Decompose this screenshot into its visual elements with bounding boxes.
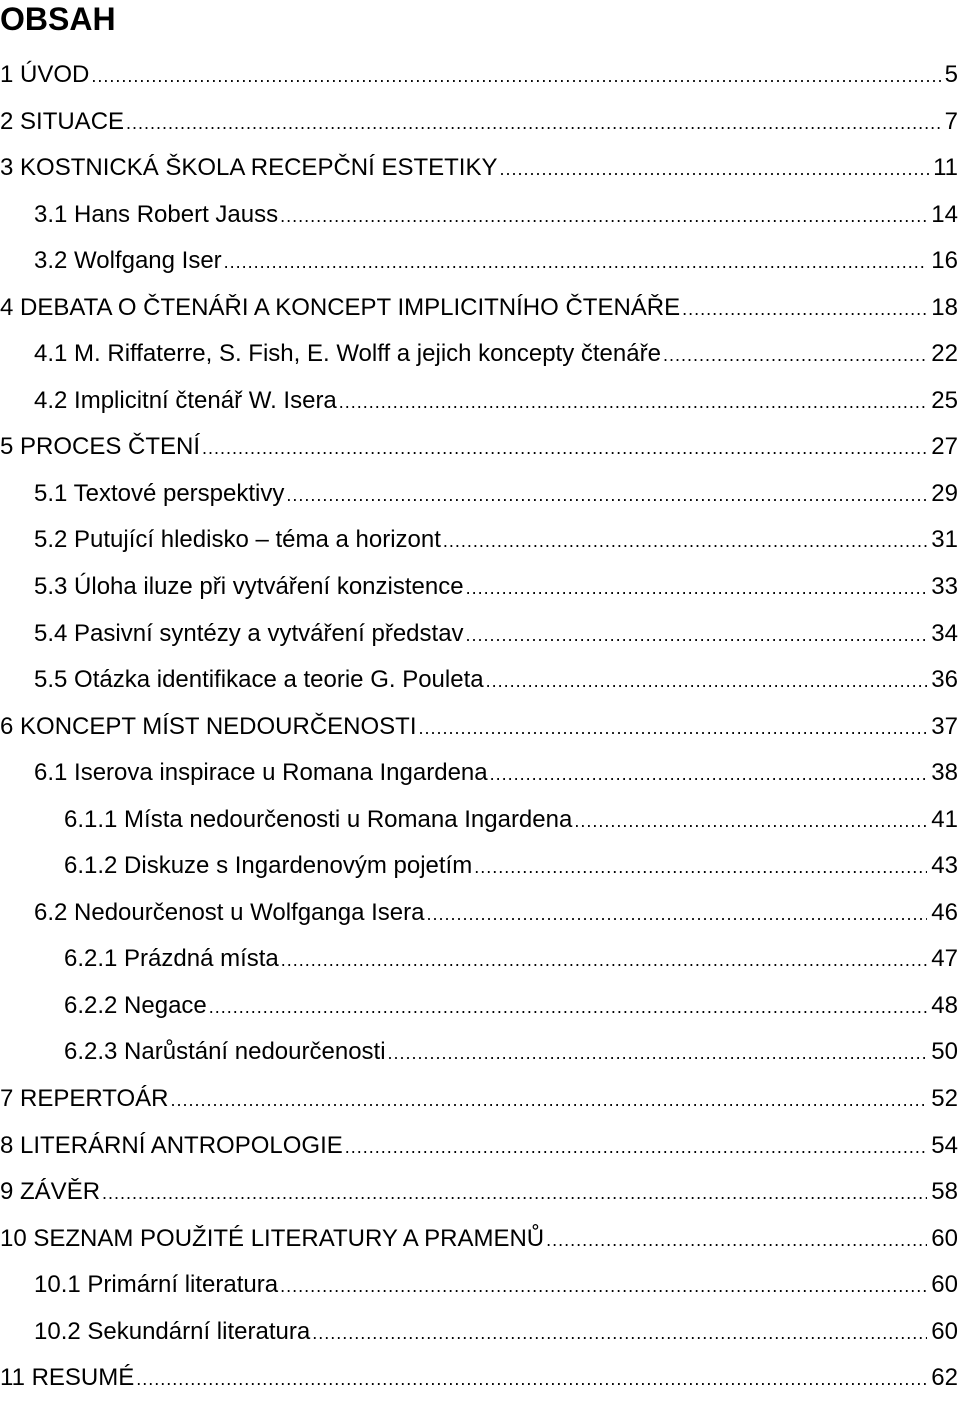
toc-entry[interactable] xyxy=(0,843,960,890)
toc-entry[interactable] xyxy=(0,52,960,99)
toc-entry-title: 9 ZÁVĚR xyxy=(0,1178,101,1206)
dot-leader xyxy=(102,1170,927,1216)
toc-entry-page-number: 22 xyxy=(931,340,958,368)
dot-leader xyxy=(171,1077,928,1123)
toc-entry[interactable] xyxy=(0,1216,960,1263)
toc-entry-title: 6.1.1 Místa nedourčenosti u Romana Ingardena xyxy=(64,805,573,833)
toc-entry[interactable] xyxy=(0,192,960,239)
toc-entry[interactable] xyxy=(0,890,960,937)
toc-entry[interactable] xyxy=(0,1123,960,1170)
toc-entry[interactable] xyxy=(0,1309,960,1356)
dot-leader xyxy=(474,844,927,890)
toc-entry-page-number: 41 xyxy=(931,805,958,833)
dot-leader xyxy=(466,612,928,658)
dot-leader xyxy=(345,1124,928,1170)
dot-leader xyxy=(312,1310,927,1356)
toc-entry[interactable] xyxy=(0,1169,960,1216)
dot-leader xyxy=(419,705,928,751)
toc-entry-title: 6.2.2 Negace xyxy=(64,991,207,1019)
dot-leader xyxy=(286,472,927,518)
toc-entry-title: 10.2 Sekundární literatura xyxy=(34,1317,311,1345)
toc-entry-title: 5 PROCES ČTENÍ xyxy=(0,433,201,461)
toc-entry-title: 3.1 Hans Robert Jauss xyxy=(34,200,279,228)
toc-entry-page-number: 34 xyxy=(931,619,958,647)
dot-leader xyxy=(443,518,927,564)
toc-entry[interactable] xyxy=(0,99,960,146)
toc-entry[interactable] xyxy=(0,145,960,192)
toc-entry-title: 5.4 Pasivní syntézy a vytváření představ xyxy=(34,619,464,647)
toc-entry-title: 10.1 Primární literatura xyxy=(34,1271,279,1299)
dot-leader xyxy=(280,193,927,239)
toc-entry-page-number: 47 xyxy=(931,945,958,973)
dot-leader xyxy=(126,100,941,146)
toc-entry-page-number: 14 xyxy=(931,200,958,228)
dot-leader xyxy=(426,891,927,937)
toc-entry-title: 10 SEZNAM POUŽITÉ LITERATURY A PRAMENŮ xyxy=(0,1224,545,1252)
toc-entry-page-number: 52 xyxy=(931,1085,958,1113)
toc-entry-page-number: 46 xyxy=(931,898,958,926)
toc-entry-page-number: 27 xyxy=(931,433,958,461)
dot-leader xyxy=(202,425,927,471)
toc-entry-page-number: 18 xyxy=(931,293,958,321)
toc-entry-title: 5.1 Textové perspektivy xyxy=(34,479,285,507)
toc-entry-title: 6 KONCEPT MÍST NEDOURČENOSTI xyxy=(0,712,417,740)
toc-entry-page-number: 33 xyxy=(931,573,958,601)
toc-entry-page-number: 38 xyxy=(931,759,958,787)
toc-entry-page-number: 60 xyxy=(931,1224,958,1252)
dot-leader xyxy=(490,751,928,797)
dot-leader xyxy=(466,565,928,611)
dot-leader xyxy=(663,332,927,378)
toc-entry[interactable] xyxy=(0,797,960,844)
toc-entry-page-number: 31 xyxy=(931,526,958,554)
toc-entry[interactable] xyxy=(0,1029,960,1076)
dot-leader xyxy=(388,1030,928,1076)
toc-entry-title: 3.2 Wolfgang Iser xyxy=(34,247,222,275)
toc-entry-title: 7 REPERTOÁR xyxy=(0,1085,169,1113)
toc-entry-page-number: 58 xyxy=(931,1178,958,1206)
dot-leader xyxy=(682,286,927,332)
toc-entry[interactable] xyxy=(0,936,960,983)
toc-entry-page-number: 62 xyxy=(931,1364,958,1392)
toc-entry[interactable] xyxy=(0,517,960,564)
toc-entry-title: 5.2 Putující hledisko – téma a horizont xyxy=(34,526,441,554)
dot-leader xyxy=(209,984,928,1030)
dot-leader xyxy=(280,1263,927,1309)
toc-entry-page-number: 16 xyxy=(931,247,958,275)
toc-entry-title: 3 KOSTNICKÁ ŠKOLA RECEPČNÍ ESTETIKY xyxy=(0,154,498,182)
toc-entry-page-number: 50 xyxy=(931,1038,958,1066)
toc-entry-title: 6.2 Nedourčenost u Wolfganga Isera xyxy=(34,898,425,926)
toc-entry-page-number: 43 xyxy=(931,852,958,880)
toc-entry-page-number: 48 xyxy=(931,991,958,1019)
toc-entry-title: 1 ÚVOD xyxy=(0,61,90,88)
dot-leader xyxy=(224,239,928,285)
toc-entry[interactable] xyxy=(0,983,960,1030)
toc-entry-page-number: 37 xyxy=(931,712,958,740)
dot-leader xyxy=(486,658,928,704)
dot-leader xyxy=(574,798,927,844)
toc-entry[interactable] xyxy=(0,1076,960,1123)
toc-entry-title: 8 LITERÁRNÍ ANTROPOLOGIE xyxy=(0,1131,343,1159)
toc-entry[interactable] xyxy=(0,285,960,332)
toc-entry-title: 4.2 Implicitní čtenář W. Isera xyxy=(34,386,337,414)
table-of-contents xyxy=(0,52,960,1402)
toc-entry-page-number: 60 xyxy=(931,1271,958,1299)
toc-entry-page-number: 29 xyxy=(931,479,958,507)
toc-entry-page-number: 60 xyxy=(931,1317,958,1345)
toc-entry-page-number: 11 xyxy=(933,154,958,182)
dot-leader xyxy=(546,1217,927,1263)
toc-entry[interactable] xyxy=(0,1262,960,1309)
toc-entry[interactable] xyxy=(0,611,960,658)
toc-entry-title: 5.5 Otázka identifikace a teorie G. Pouleta xyxy=(34,666,484,694)
dot-leader xyxy=(281,937,928,983)
toc-entry[interactable] xyxy=(0,331,960,378)
toc-entry-title: 6.1 Iserova inspirace u Romana Ingardena xyxy=(34,759,488,787)
toc-entry-title: 11 RESUMÉ xyxy=(0,1364,135,1392)
toc-entry-title: 2 SITUACE xyxy=(0,107,125,135)
toc-entry[interactable] xyxy=(0,424,960,471)
toc-entry[interactable] xyxy=(0,471,960,518)
toc-entry-page-number: 7 xyxy=(944,107,958,135)
toc-entry-page-number: 54 xyxy=(931,1131,958,1159)
page-title: OBSAH xyxy=(0,1,116,37)
toc-entry-title: 6.2.3 Narůstání nedourčenosti xyxy=(64,1038,386,1066)
toc-entry[interactable] xyxy=(0,1355,960,1402)
toc-entry-title: 5.3 Úloha iluze při vytváření konzistence xyxy=(34,573,464,601)
dot-leader xyxy=(91,53,940,99)
toc-entry-page-number: 36 xyxy=(931,666,958,694)
toc-entry-title: 6.1.2 Diskuze s Ingardenovým pojetím xyxy=(64,852,473,880)
toc-entry[interactable] xyxy=(0,704,960,751)
dot-leader xyxy=(136,1356,927,1402)
toc-entry-page-number: 25 xyxy=(931,386,958,414)
dot-leader xyxy=(499,146,929,192)
toc-entry-title: 6.2.1 Prázdná místa xyxy=(64,945,279,973)
toc-entry[interactable] xyxy=(0,657,960,704)
toc-entry[interactable] xyxy=(0,564,960,611)
dot-leader xyxy=(339,379,928,425)
toc-entry[interactable] xyxy=(0,238,960,285)
toc-entry[interactable] xyxy=(0,750,960,797)
toc-entry-title: 4.1 M. Riffaterre, S. Fish, E. Wolff a jejich koncepty čtenáře xyxy=(34,340,661,368)
toc-entry[interactable] xyxy=(0,378,960,425)
toc-entry-title: 4 DEBATA O ČTENÁŘI A KONCEPT IMPLICITNÍHO ČTENÁŘE xyxy=(0,293,681,321)
toc-entry-page-number: 5 xyxy=(944,61,958,88)
